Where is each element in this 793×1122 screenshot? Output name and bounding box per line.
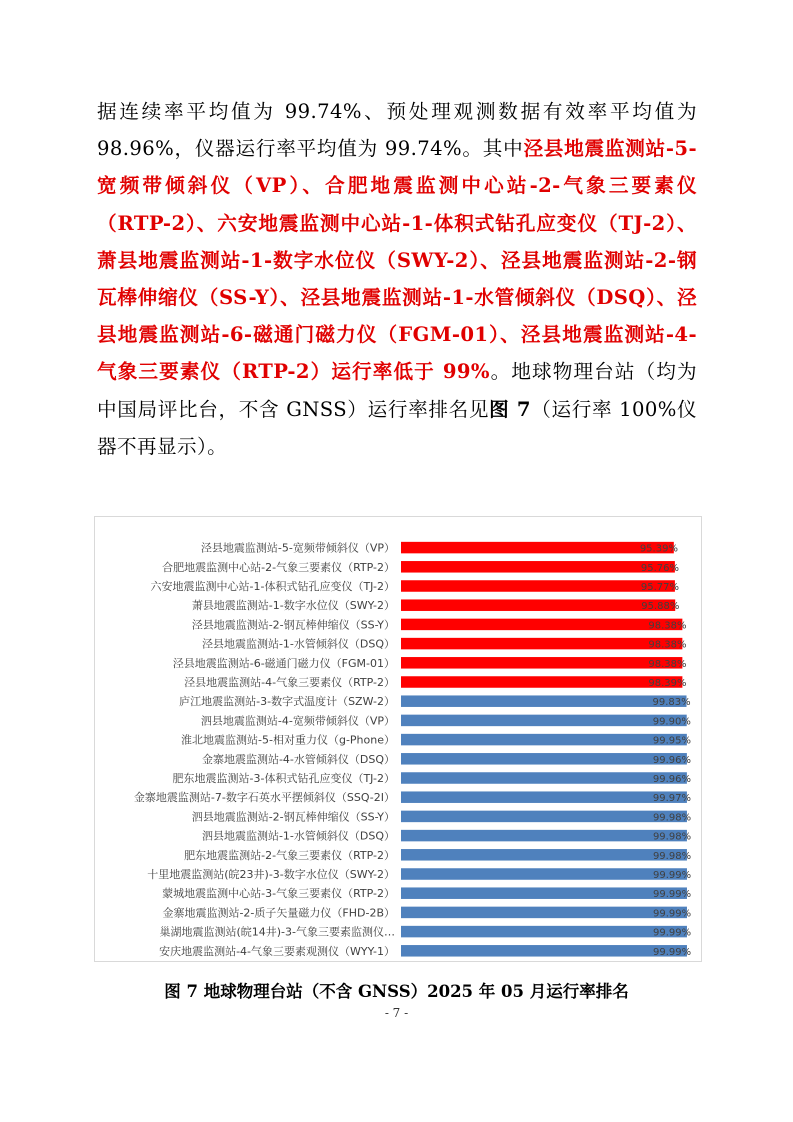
bar [401, 599, 675, 611]
bar [401, 887, 687, 899]
bar-chart-svg [95, 517, 701, 961]
bar [401, 945, 687, 957]
value-label: 99.98% [652, 850, 692, 862]
category-label: 金寨地震监测站-2-质子矢量磁力仪（FHD-2B） [162, 906, 395, 920]
bar [401, 561, 675, 573]
category-label: 蒙城地震监测中心站-3-气象三要素仪（RTP-2） [162, 887, 395, 901]
value-label: 99.99% [652, 927, 692, 939]
value-label: 95.77% [640, 582, 680, 593]
category-label: 庐江地震监测站-3-数字式温度计（SZW-2） [179, 695, 395, 709]
value-label: 99.99% [652, 908, 692, 920]
category-label: 萧县地震监测站-1-数字水位仪（SWY-2） [191, 599, 395, 613]
category-label: 泾县地震监测站-1-水管倾斜仪（DSQ） [201, 637, 395, 651]
paragraph-segment-red: 泾县地震监测站-5-宽频带倾斜仪（VP）、合肥地震监测中心站-2-气象三要素仪（RTP-2）、六安地震监测中心站-1-体积式钻孔应变仪（TJ-2）、萧县地震监测站-1-数字水位仪（SWY-2）、泾县地震监测站-2-钢瓦棒伸缩仪（SS-Y）、泾县地震监测站-1-水管倾斜仪（DSQ）、泾县地震监测站-6-磁通门磁力仪（FGM-01）、泾县地震监测站-4-气象三要素仪（RTP-2）运行率低于 99% [97, 137, 697, 384]
value-label: 99.95% [652, 735, 691, 747]
paragraph-segment-normal: 据连续率平均值为 99.74%、预处理观测数据有效率平均值为 98.96%，仪器运行率平均值为 99.74%。其中 [97, 100, 697, 161]
bar [401, 772, 687, 784]
bar [401, 715, 687, 727]
value-label: 95.88% [641, 601, 680, 613]
value-label: 99.96% [652, 774, 692, 785]
figure-caption: 图 7 地球物理台站（不含 GNSS）2025 年 05 月运行率排名 [164, 982, 629, 1001]
value-label: 99.96% [652, 754, 692, 766]
category-label: 十里地震监测站(皖23井)-3-数字水位仪（SWY-2） [147, 868, 395, 881]
category-label: 六安地震监测中心站-1-体积式钻孔应变仪（TJ-2） [150, 580, 395, 593]
bar [401, 542, 674, 554]
bar [401, 907, 687, 919]
bar [401, 791, 687, 803]
category-label: 泾县地震监测站-4-气象三要素仪（RTP-2） [184, 676, 395, 689]
page-number: - 7 - [384, 1006, 409, 1020]
value-label: 99.99% [652, 889, 692, 901]
category-label: 巢湖地震监测站(皖14井)-3-气象三要素监测仪… [159, 925, 395, 939]
category-label: 泾县地震监测站-6-磁通门磁力仪（FGM-01） [172, 656, 395, 670]
value-label: 99.83% [652, 697, 691, 709]
category-label: 泗县地震监测站-1-水管倾斜仪（DSQ） [201, 829, 395, 843]
bar [401, 926, 687, 938]
category-label: 合肥地震监测中心站-2-气象三要素仪（RTP-2） [162, 560, 395, 574]
value-label: 95.76% [640, 562, 680, 574]
value-label: 98.39% [648, 678, 687, 689]
paragraph-segment-bold: 图 7 [489, 397, 531, 421]
value-label: 98.38% [648, 658, 687, 670]
value-label: 99.98% [652, 831, 692, 843]
bar [401, 657, 682, 669]
category-label: 泾县地震监测站-2-钢瓦棒伸缩仪（SS-Y） [191, 618, 395, 632]
bar [401, 734, 687, 746]
category-label: 肥东地震监测站-2-气象三要素仪（RTP-2） [184, 848, 395, 862]
category-label: 泗县地震监测站-4-宽频带倾斜仪（VP） [200, 714, 395, 728]
operation-rate-chart [94, 516, 702, 962]
bar [401, 830, 687, 842]
value-label: 99.99% [652, 870, 692, 881]
value-label: 98.38% [648, 620, 687, 632]
bar [401, 676, 682, 688]
category-label: 泾县地震监测站-5-宽频带倾斜仪（VP） [200, 541, 395, 555]
bar [401, 580, 675, 592]
category-label: 金寨地震监测站-4-水管倾斜仪（DSQ） [201, 752, 395, 766]
bar [401, 811, 687, 823]
paragraph-segment-normal: 。地球物理台站（均为中国局评比台，不含 GNSS）运行率排名见 [97, 360, 697, 421]
paragraph-segment-normal: （运行率 100%仪器不再显示）。 [97, 397, 697, 458]
bar [401, 849, 687, 861]
body-paragraph [97, 93, 697, 465]
value-label: 99.99% [652, 946, 692, 958]
value-label: 99.98% [652, 812, 692, 824]
category-label: 淮北地震监测站-5-相对重力仪（g-Phone） [181, 733, 395, 747]
category-label: 泗县地震监测站-2-钢瓦棒伸缩仪（SS-Y） [191, 810, 395, 824]
value-label: 95.39% [639, 543, 678, 555]
category-label: 金寨地震监测站-7-数字石英水平摆倾斜仪（SSQ-2I） [133, 791, 395, 805]
category-label: 安庆地震监测站-4-气象三要素观测仪（WYY-1） [159, 944, 395, 958]
bar [401, 868, 687, 880]
value-label: 98.38% [648, 639, 687, 651]
value-label: 99.97% [652, 793, 692, 805]
value-label: 99.90% [652, 716, 691, 728]
bar [401, 638, 682, 650]
bar [401, 619, 682, 631]
bar [401, 695, 687, 707]
category-label: 肥东地震监测站-3-体积式钻孔应变仪（TJ-2） [172, 772, 395, 785]
bar [401, 753, 687, 765]
